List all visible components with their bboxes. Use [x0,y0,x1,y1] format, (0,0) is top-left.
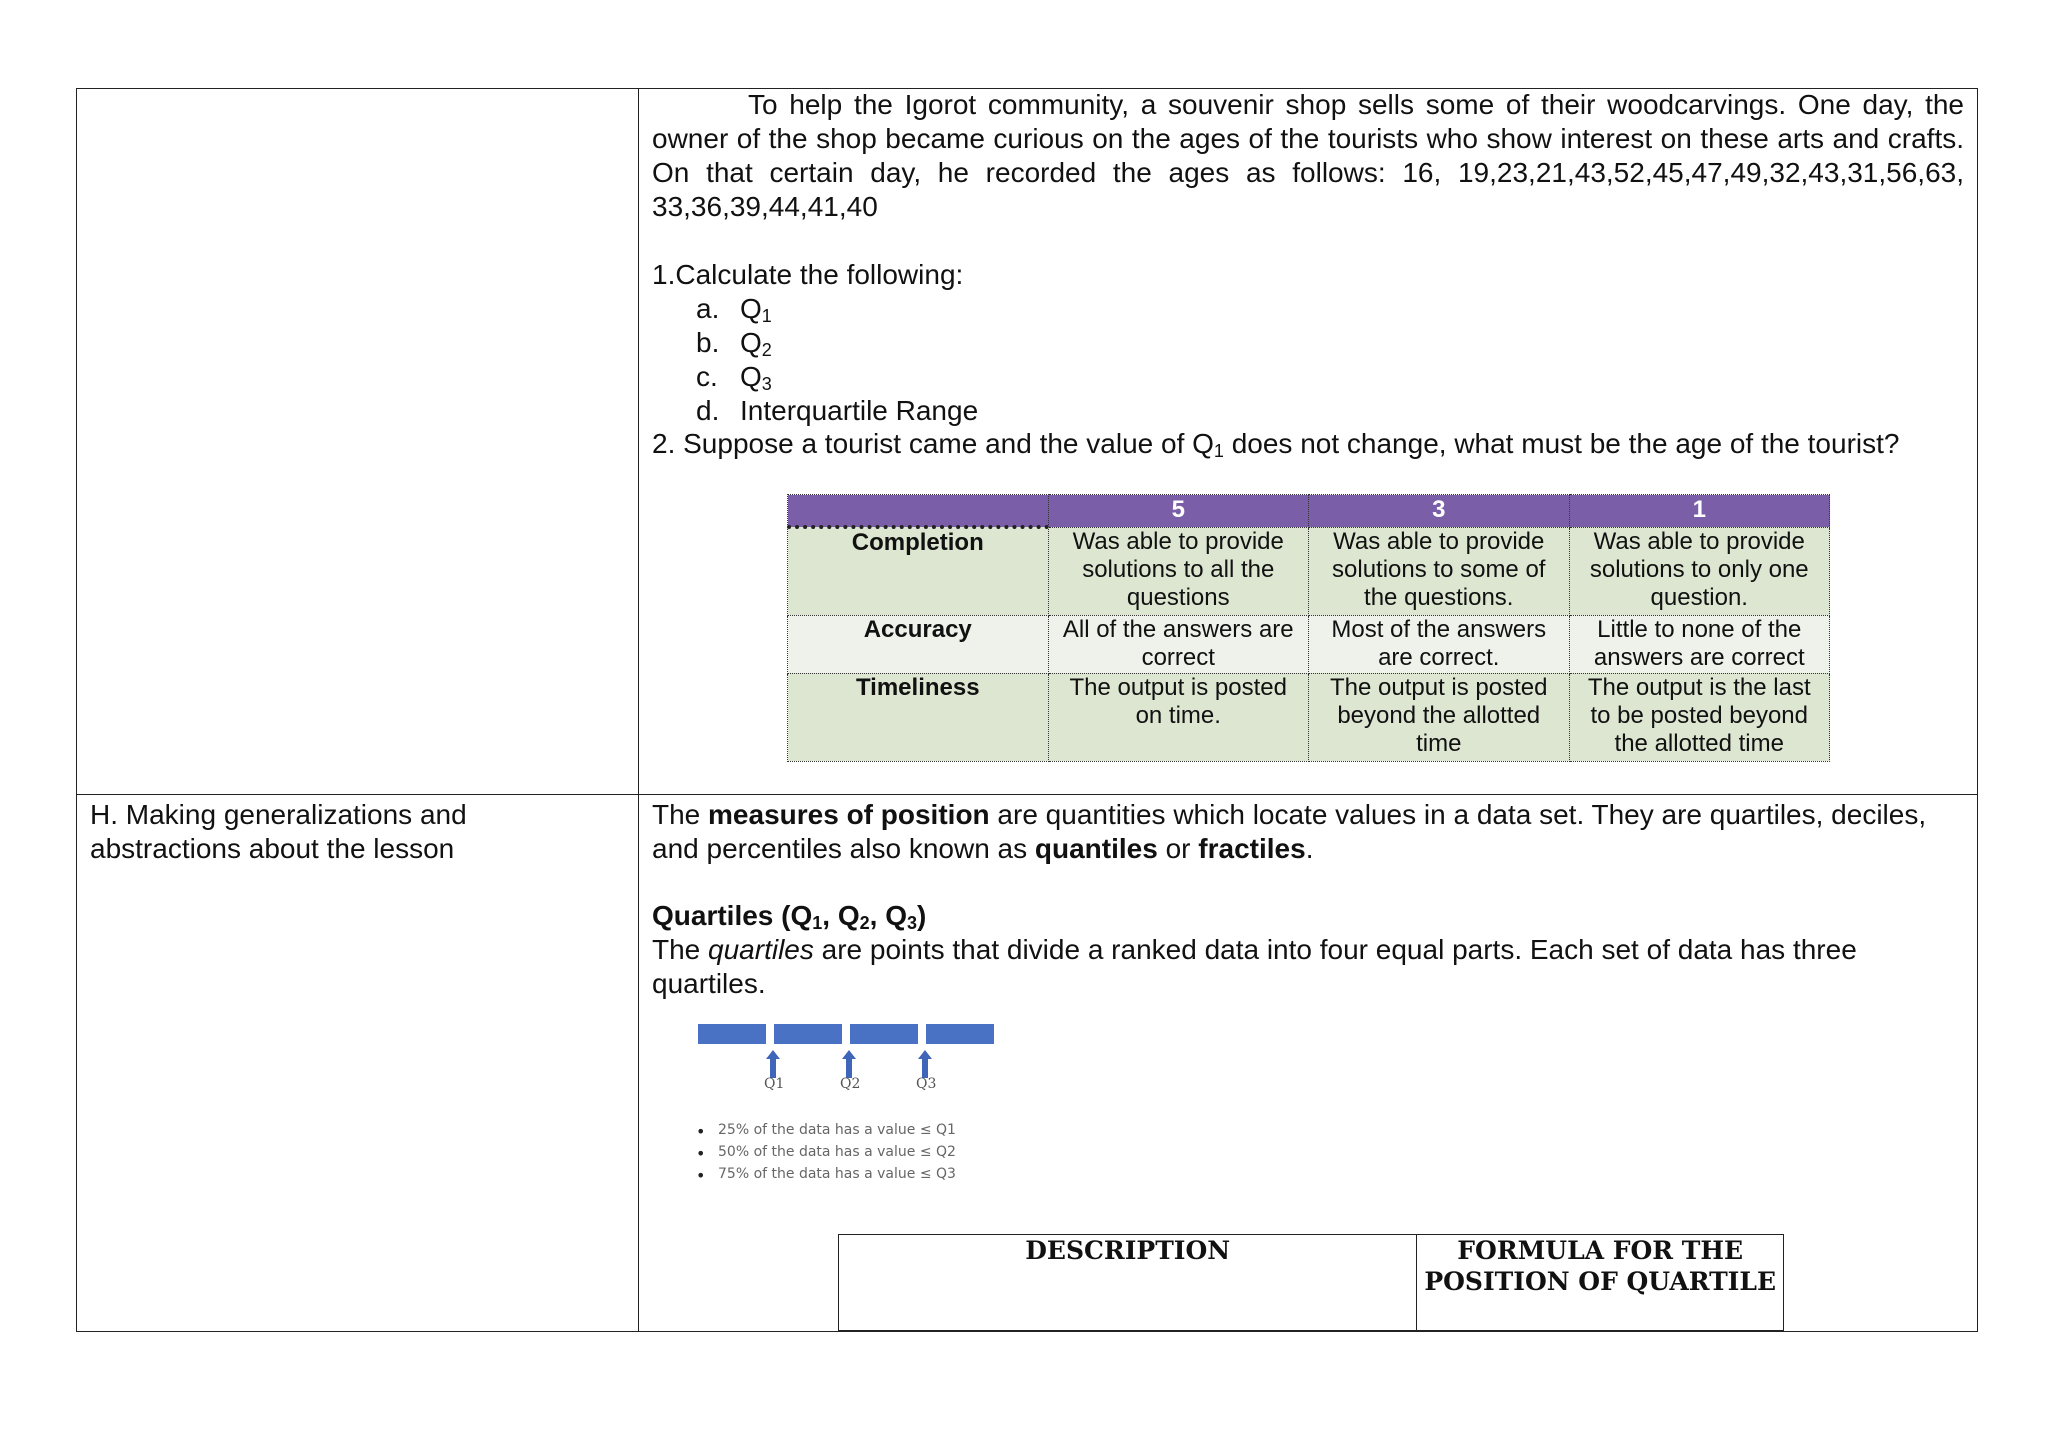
rubric-cell: Little to none of the answers are correct [1569,615,1830,673]
rubric-cell: Was able to provide solutions to only one question. [1569,527,1830,615]
rubric-table [787,494,1830,762]
column-divider [638,88,639,1332]
list-item: a. $Q_1$ [696,293,772,326]
up-arrow-icon [842,1050,856,1078]
rubric-header-5: 5 [1048,495,1309,528]
quartile-diagram [690,1018,1030,1188]
q3-label: Q3 [916,1076,937,1092]
criterion-accuracy: Accuracy [788,615,1049,673]
quartile-bullet: • 25% of the data has a value ≤ Q1 [718,1122,956,1138]
table-row [788,673,1830,761]
q2-label: Q2 [840,1076,861,1092]
quarter-bar [774,1024,842,1044]
rubric-cell: The output is the last to be posted beyond the allotted time [1569,673,1830,761]
quarter-bar [698,1024,766,1044]
quartile-formula-table [838,1234,1784,1331]
problem-paragraph: To help the Igorot community, a souvenir shop sells some of their woodcarvings. One day, the owner of the shop became curious on the ages of the tourists who show interest on these arts and crafts. On that certain day, he recorded the ages as follows: 16, 19,23,21,43,52,45,47,49,32,43,31,56,63, 33,36,39,44,41,40 [652,89,1964,222]
description-header: DESCRIPTION [839,1235,1417,1331]
row-divider [76,794,1978,795]
rubric-cell: The output is posted on time. [1048,673,1309,761]
q1-label: Q1 [764,1076,785,1092]
up-arrow-icon [918,1050,932,1078]
quartiles-heading: Quartiles ($Q_1$, $Q_2$, $Q_3$) [652,900,927,933]
rubric-cell: All of the answers are correct [1048,615,1309,673]
list-item: c. $Q_3$ [696,361,772,394]
rubric-cell: Most of the answers are correct. [1309,615,1570,673]
formula-header: FORMULA FOR THE POSITION OF QUARTILE [1417,1235,1784,1331]
criterion-completion: Completion [788,527,1049,615]
question-1: 1.Calculate the following: [652,259,964,290]
up-arrow-icon [766,1050,780,1078]
rubric-header-3: 3 [1309,495,1570,528]
section-h-label: H. Making generalizations and abstractions about the lesson [90,799,467,864]
quartile-bullet: • 50% of the data has a value ≤ Q2 [718,1144,956,1160]
question-2: 2. Suppose a tourist came and the value of $Q_1$ does not change, what must be the age of the tourist? [652,428,1900,461]
rubric-cell: Was able to provide solutions to some of the questions. [1309,527,1570,615]
list-item: d. Interquartile Range [696,395,979,426]
measures-of-position-paragraph: The measures of position are quantities which locate values in a data set. They are quartiles, deciles, and percentiles also known as quantiles or fractiles. [652,799,1927,864]
rubric-cell: Was able to provide solutions to all the questions [1048,527,1309,615]
rubric-header-1: 1 [1569,495,1830,528]
quarter-bar [850,1024,918,1044]
table-row [788,527,1830,615]
rubric-cell: The output is posted beyond the allotted time [1309,673,1570,761]
table-row [788,615,1830,673]
quartiles-definition: The quartiles are points that divide a ranked data into four equal parts. Each set of data has three quartiles. [652,934,1857,999]
list-item: b. $Q_2$ [696,327,772,360]
table-header-row [839,1235,1784,1331]
question-1-items [696,292,978,428]
quartile-bullet: • 75% of the data has a value ≤ Q3 [718,1166,956,1182]
rubric-header-blank [788,495,1049,528]
criterion-timeliness: Timeliness [788,673,1049,761]
rubric-header-row [788,495,1830,528]
quarter-bar [926,1024,994,1044]
